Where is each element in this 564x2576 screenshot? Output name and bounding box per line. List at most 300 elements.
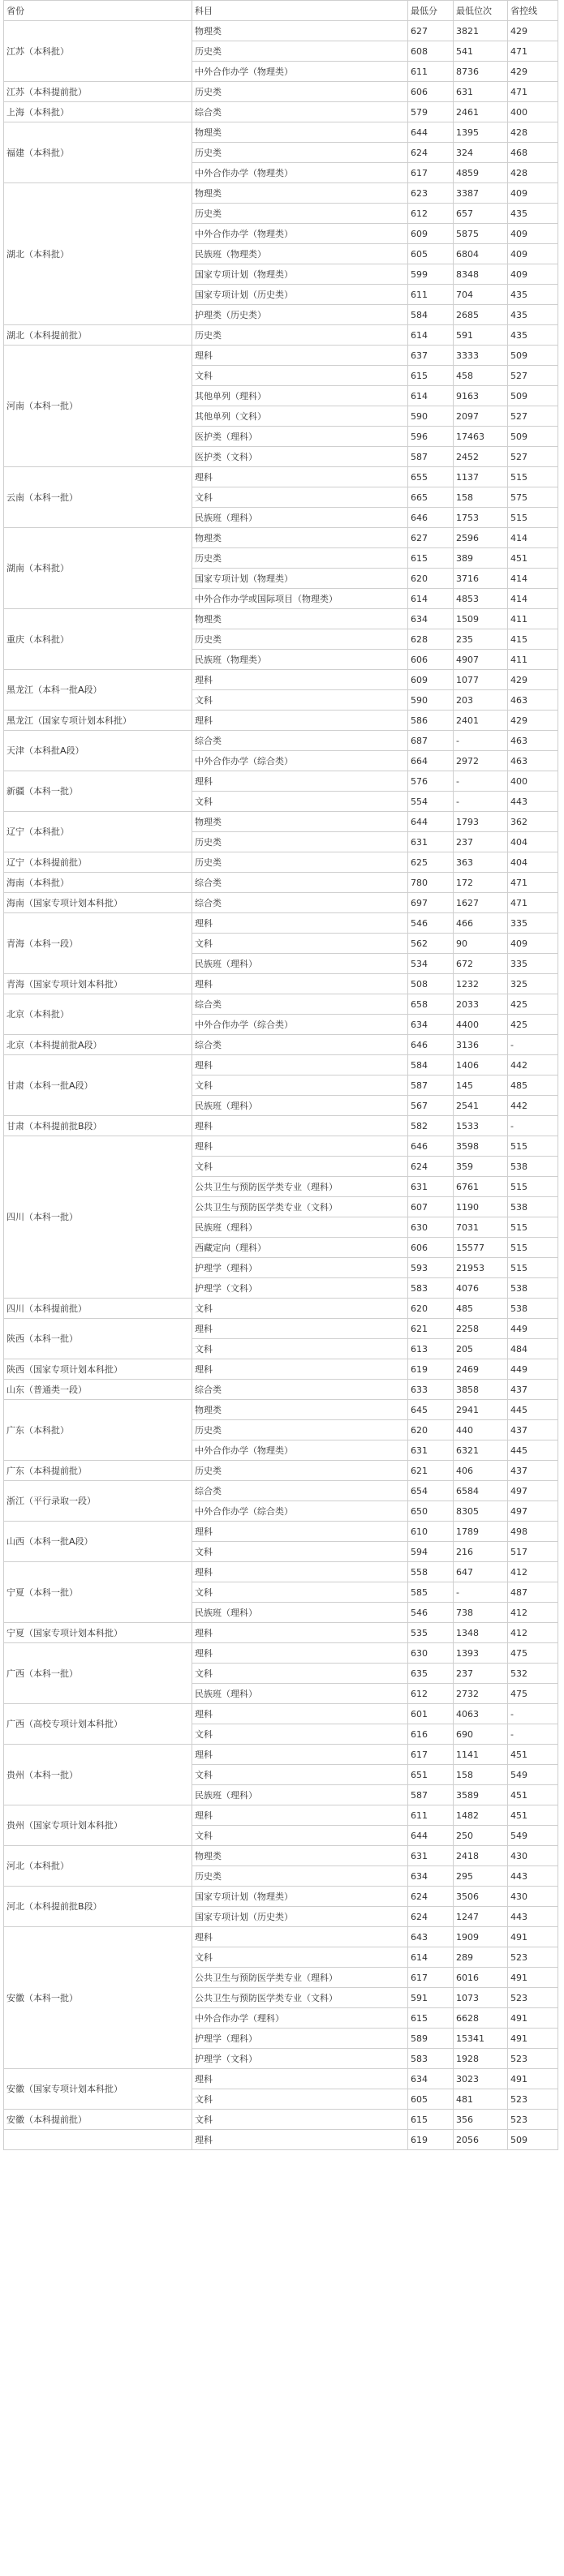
subject-cell: 理科: [192, 1623, 408, 1643]
province-cell: 湖北（本科提前批）: [4, 325, 192, 346]
control-line-cell: 415: [508, 629, 558, 650]
subject-cell: 物理类: [192, 21, 408, 41]
min-score-cell: 610: [408, 1522, 454, 1542]
province-cell: 天津（本科批A段）: [4, 731, 192, 771]
control-line-cell: 443: [508, 792, 558, 812]
subject-cell: 理科: [192, 711, 408, 731]
subject-cell: 国家专项计划（物理类）: [192, 569, 408, 589]
min-score-cell: 611: [408, 62, 454, 82]
control-line-cell: 414: [508, 589, 558, 609]
min-score-cell: 554: [408, 792, 454, 812]
subject-cell: 文科: [192, 2110, 408, 2130]
control-line-cell: 515: [508, 1258, 558, 1278]
subject-cell: 理科: [192, 1562, 408, 1582]
control-line-cell: 425: [508, 994, 558, 1015]
table-row: [4, 1805, 558, 1826]
province-cell: 云南（本科一批）: [4, 467, 192, 528]
subject-cell: 国家专项计划（物理类）: [192, 264, 408, 285]
province-cell: 甘肃（本科一批A段）: [4, 1055, 192, 1116]
min-rank-cell: 690: [454, 1724, 508, 1745]
min-rank-cell: 237: [454, 1664, 508, 1684]
control-line-cell: 475: [508, 1684, 558, 1704]
control-line-cell: 435: [508, 325, 558, 346]
min-rank-cell: 6584: [454, 1481, 508, 1501]
min-score-cell: 585: [408, 1582, 454, 1603]
min-rank-cell: 3387: [454, 183, 508, 204]
subject-cell: 历史类: [192, 1420, 408, 1440]
min-rank-cell: 481: [454, 2089, 508, 2110]
subject-cell: 中外合作办学或国际项目（物理类）: [192, 589, 408, 609]
province-cell: 甘肃（本科提前批B段）: [4, 1116, 192, 1136]
min-rank-cell: 458: [454, 366, 508, 386]
min-score-cell: 617: [408, 1745, 454, 1765]
subject-cell: 中外合作办学（物理类）: [192, 224, 408, 244]
min-rank-cell: 2541: [454, 1096, 508, 1116]
min-score-cell: 617: [408, 1968, 454, 1988]
min-score-cell: 614: [408, 589, 454, 609]
min-score-cell: 620: [408, 1299, 454, 1319]
min-rank-cell: 440: [454, 1420, 508, 1440]
control-line-cell: 517: [508, 1542, 558, 1562]
min-rank-cell: 1393: [454, 1643, 508, 1664]
province-cell: 广东（本科批）: [4, 1400, 192, 1461]
control-line-cell: 463: [508, 690, 558, 711]
province-cell: 青海（国家专项计划本科批）: [4, 974, 192, 994]
subject-cell: 文科: [192, 1299, 408, 1319]
header-control-line: 省控线: [508, 1, 558, 21]
table-row: [4, 1380, 558, 1400]
min-rank-cell: 4907: [454, 650, 508, 670]
min-rank-cell: 1232: [454, 974, 508, 994]
min-score-cell: 594: [408, 1542, 454, 1562]
control-line-cell: 523: [508, 2049, 558, 2069]
control-line-cell: 404: [508, 832, 558, 852]
control-line-cell: 425: [508, 1015, 558, 1035]
min-score-cell: 587: [408, 447, 454, 467]
subject-cell: 公共卫生与预防医学类专业（文科）: [192, 1988, 408, 2008]
control-line-cell: 445: [508, 1400, 558, 1420]
province-cell: 河北（本科提前批B段）: [4, 1887, 192, 1927]
min-rank-cell: 2972: [454, 751, 508, 771]
min-rank-cell: 1789: [454, 1522, 508, 1542]
min-score-cell: 633: [408, 1380, 454, 1400]
table-row: [4, 994, 558, 1015]
control-line-cell: 497: [508, 1481, 558, 1501]
min-rank-cell: 2469: [454, 1359, 508, 1380]
table-row: [4, 1116, 558, 1136]
control-line-cell: 491: [508, 2029, 558, 2049]
min-score-cell: 634: [408, 609, 454, 629]
control-line-cell: 362: [508, 812, 558, 832]
subject-cell: 民族班（理科）: [192, 1096, 408, 1116]
province-cell: 北京（本科批）: [4, 994, 192, 1035]
subject-cell: 理科: [192, 2069, 408, 2089]
subject-cell: 理科: [192, 467, 408, 487]
min-score-cell: 584: [408, 1055, 454, 1075]
control-line-cell: 491: [508, 1968, 558, 1988]
min-rank-cell: 1141: [454, 1745, 508, 1765]
min-score-cell: 643: [408, 1927, 454, 1947]
min-score-cell: 627: [408, 528, 454, 548]
province-cell: 宁夏（本科一批）: [4, 1562, 192, 1623]
subject-cell: 中外合作办学（综合类）: [192, 1501, 408, 1522]
control-line-cell: 471: [508, 41, 558, 62]
control-line-cell: 409: [508, 244, 558, 264]
subject-cell: 中外合作办学（物理类）: [192, 1440, 408, 1461]
min-rank-cell: 2033: [454, 994, 508, 1015]
subject-cell: 民族班（物理类）: [192, 244, 408, 264]
control-line-cell: 429: [508, 62, 558, 82]
subject-cell: 理科: [192, 1319, 408, 1339]
subject-cell: 历史类: [192, 852, 408, 873]
subject-cell: 国家专项计划（物理类）: [192, 1887, 408, 1907]
control-line-cell: 475: [508, 1643, 558, 1664]
min-rank-cell: 235: [454, 629, 508, 650]
min-score-cell: 546: [408, 1603, 454, 1623]
min-score-cell: 644: [408, 1826, 454, 1846]
min-rank-cell: 1928: [454, 2049, 508, 2069]
min-rank-cell: 203: [454, 690, 508, 711]
subject-cell: 文科: [192, 1765, 408, 1785]
min-score-cell: 611: [408, 285, 454, 305]
province-cell: 青海（本科一段）: [4, 913, 192, 974]
subject-cell: 中外合作办学（综合类）: [192, 1015, 408, 1035]
min-score-cell: 615: [408, 548, 454, 569]
control-line-cell: 509: [508, 386, 558, 406]
min-score-cell: 609: [408, 670, 454, 690]
subject-cell: 公共卫生与预防医学类专业（理科）: [192, 1968, 408, 1988]
control-line-cell: 409: [508, 224, 558, 244]
min-score-cell: 508: [408, 974, 454, 994]
min-score-cell: 631: [408, 1177, 454, 1197]
min-score-cell: 608: [408, 41, 454, 62]
table-row: [4, 325, 558, 346]
min-score-cell: 611: [408, 1805, 454, 1826]
min-score-cell: 620: [408, 569, 454, 589]
min-score-cell: 655: [408, 467, 454, 487]
min-score-cell: 664: [408, 751, 454, 771]
subject-cell: 中外合作办学（理科）: [192, 2008, 408, 2029]
control-line-cell: 515: [508, 1217, 558, 1238]
control-line-cell: 538: [508, 1157, 558, 1177]
min-rank-cell: 4853: [454, 589, 508, 609]
table-row: [4, 1319, 558, 1339]
table-row: [4, 2110, 558, 2130]
min-score-cell: 650: [408, 1501, 454, 1522]
control-line-cell: 497: [508, 1501, 558, 1522]
min-score-cell: 644: [408, 122, 454, 143]
control-line-cell: 463: [508, 751, 558, 771]
min-score-cell: 615: [408, 2110, 454, 2130]
min-rank-cell: 2461: [454, 102, 508, 122]
control-line-cell: 435: [508, 305, 558, 325]
min-rank-cell: 5875: [454, 224, 508, 244]
subject-cell: 理科: [192, 1522, 408, 1542]
subject-cell: 历史类: [192, 1461, 408, 1481]
table-row: [4, 528, 558, 548]
min-rank-cell: 15577: [454, 1238, 508, 1258]
min-rank-cell: 250: [454, 1826, 508, 1846]
table-row: [4, 670, 558, 690]
control-line-cell: 435: [508, 285, 558, 305]
subject-cell: 物理类: [192, 609, 408, 629]
min-rank-cell: 17463: [454, 427, 508, 447]
subject-cell: 物理类: [192, 1846, 408, 1866]
subject-cell: 文科: [192, 366, 408, 386]
min-rank-cell: 2685: [454, 305, 508, 325]
control-line-cell: 491: [508, 2008, 558, 2029]
province-cell: 陕西（国家专项计划本科批）: [4, 1359, 192, 1380]
min-score-cell: 624: [408, 143, 454, 163]
table-row: [4, 711, 558, 731]
min-score-cell: 615: [408, 2008, 454, 2029]
province-cell: 广东（本科提前批）: [4, 1461, 192, 1481]
control-line-cell: 430: [508, 1846, 558, 1866]
control-line-cell: 400: [508, 102, 558, 122]
subject-cell: 历史类: [192, 204, 408, 224]
subject-cell: 综合类: [192, 1035, 408, 1055]
min-rank-cell: 8736: [454, 62, 508, 82]
table-row: [4, 1055, 558, 1075]
control-line-cell: 484: [508, 1339, 558, 1359]
min-rank-cell: 237: [454, 832, 508, 852]
min-score-cell: 587: [408, 1075, 454, 1096]
subject-cell: 中外合作办学（物理类）: [192, 62, 408, 82]
subject-cell: 综合类: [192, 893, 408, 913]
control-line-cell: 428: [508, 163, 558, 183]
min-score-cell: 687: [408, 731, 454, 751]
subject-cell: 文科: [192, 1542, 408, 1562]
min-rank-cell: 2401: [454, 711, 508, 731]
table-row: [4, 1522, 558, 1542]
min-rank-cell: 1077: [454, 670, 508, 690]
min-score-cell: 619: [408, 1359, 454, 1380]
control-line-cell: 549: [508, 1765, 558, 1785]
min-rank-cell: 406: [454, 1461, 508, 1481]
control-line-cell: -: [508, 1116, 558, 1136]
control-line-cell: 442: [508, 1055, 558, 1075]
subject-cell: 理科: [192, 1359, 408, 1380]
table-row: [4, 122, 558, 143]
subject-cell: 理科: [192, 1805, 408, 1826]
province-cell: 宁夏（国家专项计划本科批）: [4, 1623, 192, 1643]
min-rank-cell: -: [454, 792, 508, 812]
min-score-cell: 621: [408, 1319, 454, 1339]
table-row: [4, 1481, 558, 1501]
subject-cell: 文科: [192, 1826, 408, 1846]
subject-cell: 其他单列（文科）: [192, 406, 408, 427]
subject-cell: 护理学（理科）: [192, 1258, 408, 1278]
control-line-cell: 575: [508, 487, 558, 508]
min-rank-cell: 647: [454, 1562, 508, 1582]
control-line-cell: 515: [508, 1136, 558, 1157]
min-score-cell: 624: [408, 1157, 454, 1177]
control-line-cell: 409: [508, 934, 558, 954]
min-rank-cell: 172: [454, 873, 508, 893]
province-cell: 江苏（本科提前批）: [4, 82, 192, 102]
province-cell: 上海（本科批）: [4, 102, 192, 122]
subject-cell: 民族班（理科）: [192, 1684, 408, 1704]
control-line-cell: -: [508, 1704, 558, 1724]
control-line-cell: 429: [508, 711, 558, 731]
min-rank-cell: 657: [454, 204, 508, 224]
table-row: [4, 852, 558, 873]
min-rank-cell: 1348: [454, 1623, 508, 1643]
min-score-cell: 567: [408, 1096, 454, 1116]
control-line-cell: 515: [508, 1177, 558, 1197]
control-line-cell: 515: [508, 1238, 558, 1258]
min-score-cell: 607: [408, 1197, 454, 1217]
control-line-cell: 412: [508, 1623, 558, 1643]
control-line-cell: 487: [508, 1582, 558, 1603]
min-rank-cell: 3333: [454, 346, 508, 366]
control-line-cell: 414: [508, 569, 558, 589]
min-score-cell: 579: [408, 102, 454, 122]
table-row: [4, 913, 558, 934]
min-rank-cell: 158: [454, 487, 508, 508]
min-rank-cell: 3589: [454, 1785, 508, 1805]
control-line-cell: 429: [508, 21, 558, 41]
min-rank-cell: 216: [454, 1542, 508, 1562]
subject-cell: 文科: [192, 690, 408, 711]
subject-cell: 历史类: [192, 832, 408, 852]
min-rank-cell: 2452: [454, 447, 508, 467]
min-rank-cell: 359: [454, 1157, 508, 1177]
subject-cell: 综合类: [192, 1481, 408, 1501]
min-rank-cell: 6804: [454, 244, 508, 264]
min-score-cell: 583: [408, 2049, 454, 2069]
min-score-cell: 614: [408, 386, 454, 406]
subject-cell: 民族班（理科）: [192, 1603, 408, 1623]
min-score-cell: 606: [408, 1238, 454, 1258]
control-line-cell: 409: [508, 183, 558, 204]
admission-scores-table: [3, 0, 558, 2150]
min-score-cell: 631: [408, 1846, 454, 1866]
min-rank-cell: 3023: [454, 2069, 508, 2089]
min-rank-cell: 389: [454, 548, 508, 569]
min-rank-cell: 90: [454, 934, 508, 954]
min-score-cell: 605: [408, 244, 454, 264]
min-score-cell: 613: [408, 1339, 454, 1359]
control-line-cell: 412: [508, 1562, 558, 1582]
subject-cell: 护理学（理科）: [192, 2029, 408, 2049]
province-cell: 重庆（本科批）: [4, 609, 192, 670]
min-rank-cell: 738: [454, 1603, 508, 1623]
min-score-cell: 586: [408, 711, 454, 731]
table-row: [4, 1623, 558, 1643]
min-rank-cell: 541: [454, 41, 508, 62]
subject-cell: 文科: [192, 1339, 408, 1359]
subject-cell: 历史类: [192, 41, 408, 62]
subject-cell: 文科: [192, 487, 408, 508]
control-line-cell: 491: [508, 1927, 558, 1947]
province-cell: 海南（本科批）: [4, 873, 192, 893]
min-score-cell: 637: [408, 346, 454, 366]
subject-cell: 其他单列（理科）: [192, 386, 408, 406]
min-score-cell: 623: [408, 183, 454, 204]
min-score-cell: 619: [408, 2130, 454, 2150]
control-line-cell: 449: [508, 1359, 558, 1380]
min-score-cell: 627: [408, 21, 454, 41]
control-line-cell: 451: [508, 1805, 558, 1826]
control-line-cell: 445: [508, 1440, 558, 1461]
province-cell: 广西（本科一批）: [4, 1643, 192, 1704]
min-score-cell: 697: [408, 893, 454, 913]
min-score-cell: 651: [408, 1765, 454, 1785]
control-line-cell: -: [508, 1724, 558, 1745]
min-rank-cell: 4859: [454, 163, 508, 183]
control-line-cell: 515: [508, 508, 558, 528]
min-score-cell: 631: [408, 1440, 454, 1461]
table-row: [4, 1359, 558, 1380]
subject-cell: 民族班（理科）: [192, 1785, 408, 1805]
control-line-cell: 428: [508, 122, 558, 143]
min-rank-cell: 205: [454, 1339, 508, 1359]
control-line-cell: 549: [508, 1826, 558, 1846]
min-rank-cell: 6321: [454, 1440, 508, 1461]
min-rank-cell: 2056: [454, 2130, 508, 2150]
min-score-cell: 582: [408, 1116, 454, 1136]
province-cell: 湖南（本科批）: [4, 528, 192, 609]
min-rank-cell: -: [454, 771, 508, 792]
min-score-cell: 614: [408, 325, 454, 346]
subject-cell: 文科: [192, 1947, 408, 1968]
min-rank-cell: 1395: [454, 122, 508, 143]
subject-cell: 医护类（理科）: [192, 427, 408, 447]
min-rank-cell: 2418: [454, 1846, 508, 1866]
table-row: [4, 2069, 558, 2089]
control-line-cell: 404: [508, 852, 558, 873]
min-score-cell: 658: [408, 994, 454, 1015]
control-line-cell: 463: [508, 731, 558, 751]
min-score-cell: 634: [408, 1866, 454, 1887]
min-score-cell: 634: [408, 1015, 454, 1035]
control-line-cell: 451: [508, 548, 558, 569]
min-score-cell: 558: [408, 1562, 454, 1582]
min-rank-cell: 1753: [454, 508, 508, 528]
table-row: [4, 2130, 558, 2150]
min-rank-cell: 2258: [454, 1319, 508, 1339]
control-line-cell: 411: [508, 650, 558, 670]
min-score-cell: 606: [408, 650, 454, 670]
subject-cell: 理科: [192, 1055, 408, 1075]
table-row: [4, 346, 558, 366]
control-line-cell: 400: [508, 771, 558, 792]
min-rank-cell: 1406: [454, 1055, 508, 1075]
control-line-cell: 435: [508, 204, 558, 224]
province-cell: 广西（高校专项计划本科批）: [4, 1704, 192, 1745]
min-rank-cell: 9163: [454, 386, 508, 406]
min-score-cell: 601: [408, 1704, 454, 1724]
min-score-cell: 593: [408, 1258, 454, 1278]
min-rank-cell: 4076: [454, 1278, 508, 1299]
min-rank-cell: 1533: [454, 1116, 508, 1136]
subject-cell: 理科: [192, 1704, 408, 1724]
min-score-cell: 535: [408, 1623, 454, 1643]
subject-cell: 历史类: [192, 548, 408, 569]
min-score-cell: 644: [408, 812, 454, 832]
min-score-cell: 605: [408, 2089, 454, 2110]
min-score-cell: 646: [408, 508, 454, 528]
control-line-cell: 412: [508, 1603, 558, 1623]
control-line-cell: 451: [508, 1785, 558, 1805]
min-rank-cell: 8305: [454, 1501, 508, 1522]
min-score-cell: 621: [408, 1461, 454, 1481]
min-rank-cell: 295: [454, 1866, 508, 1887]
subject-cell: 历史类: [192, 325, 408, 346]
min-score-cell: 599: [408, 264, 454, 285]
table-row: [4, 1704, 558, 1724]
